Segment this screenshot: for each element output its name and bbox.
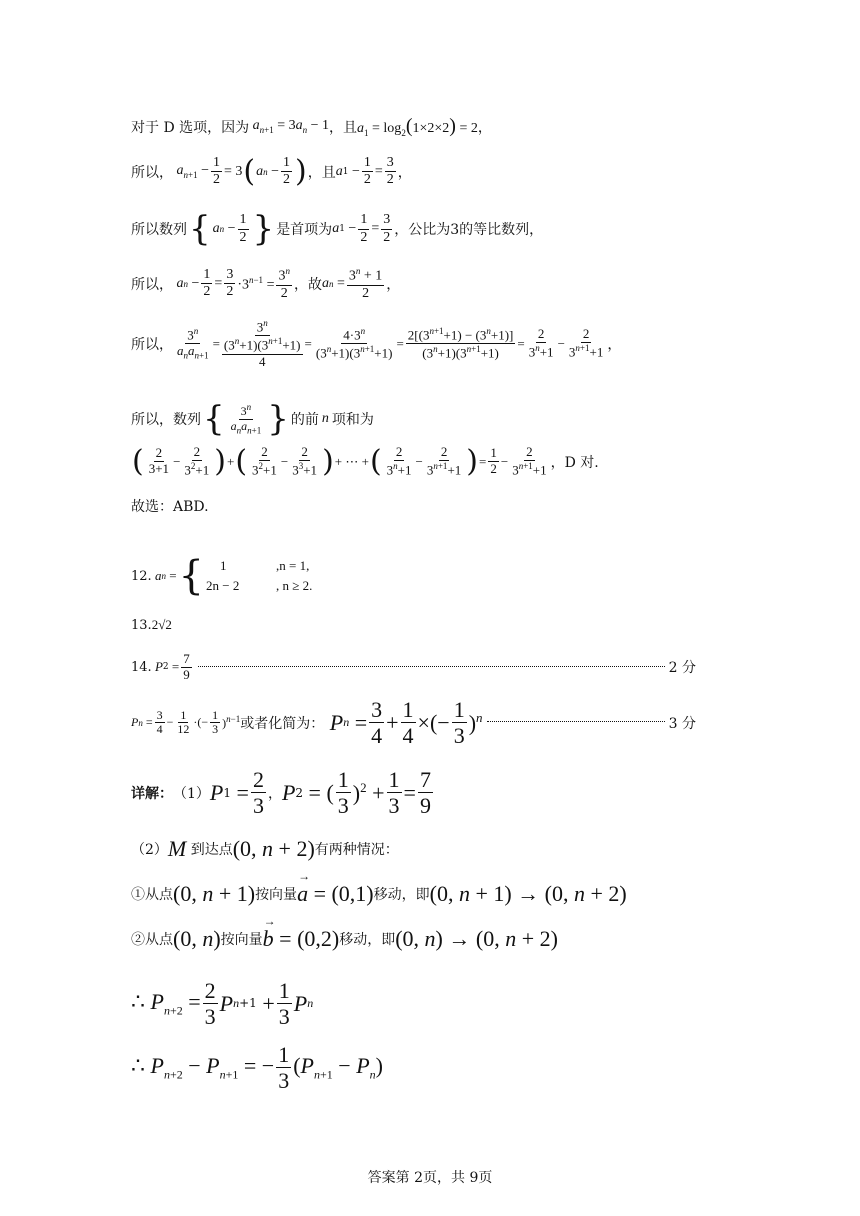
q12-case1: 1: [219, 558, 227, 573]
answer-choice: [131, 496, 209, 516]
q14-p2: 14. P 2 = $\frac{7}{9}$ 2 分: [131, 651, 696, 682]
line6-prefix: 所以，数列: [131, 412, 201, 428]
detail-label: 详解：: [131, 785, 173, 802]
part2-label: （2）: [131, 842, 168, 858]
line3-mid2: ，公比为3的等比数列，: [394, 222, 544, 238]
line-geometric: 所以数列 { a n − $\frac{1}{2}$ } 是首项为 a 1 − $\frac{1}{2}$ = $\frac{3}{2}$ ，公比为3的等比数列，: [131, 209, 544, 249]
recurrence-1: ∴ $P_{n+2}$ = $\frac{2}{3}$ P n+1 + $\frac{1}{3}$ P n: [131, 978, 314, 1030]
case1: ①从点 (0, n + 1) 按向量 a → = (0,1) 移动，即 (0, n + 1) → (0, n + 2): [131, 869, 627, 906]
line-d-option: [131, 115, 492, 138]
q12-cond2: , n ≥ 2.: [275, 578, 313, 593]
q14-score1: 2 分: [668, 660, 696, 677]
line3-mid: 是首项为: [276, 222, 333, 238]
q13: [131, 617, 172, 633]
line5-prefix: 所以，: [131, 336, 173, 353]
formula-shift: $a_{n+1}$ −: [176, 163, 209, 180]
case1-prefix: ①从点: [131, 887, 173, 903]
case2: ②从点 (0, n) 按向量 b → = (0,2) 移动，即 (0, n) → (0, n + 2): [131, 914, 558, 951]
formula-recurrence: $a_{n+1} = 3a_n - 1$: [252, 118, 330, 135]
line1-mid: ，且: [329, 119, 358, 136]
recurrence-2: ∴ $P_{n+2} - P_{n+1}$ = − $\frac{1}{3}$ $(P_{n+1} - P_n)$: [131, 1042, 383, 1094]
q12: 12. a n = { 1 ,n = 1, 2n − 2 , n ≥ 2.: [131, 553, 313, 599]
case2-mid2: 移动，即: [339, 932, 396, 948]
line-shift: 所以， $a_{n+1}$ − $\frac{1}{2}$ = 3 ( a n − $\frac{1}{2}$ ) ，且 a 1 − $\frac{1}{2}$ = $\frac{3}{2}$ ，: [131, 153, 412, 189]
detail-part1-label: （1）: [173, 785, 210, 802]
line1-suffix: ，: [477, 119, 492, 136]
q12-label: 12.: [131, 568, 152, 584]
line1-prefix: 对于 D 选项，因为: [131, 119, 250, 136]
line4-suffix: ，: [386, 276, 401, 293]
part2-text2: 有两种情况：: [314, 842, 399, 858]
q13-label: 13.: [131, 617, 152, 633]
q12-cond1: ,n = 1,: [275, 558, 310, 573]
line-sequence-sum: 所以，数列 { $\frac{3^n}{a_na_{n+1}}$ } 的前 n 项和为: [131, 399, 374, 439]
line-sum-expansion: ( $\frac{2}{3+1}$ − $\frac{2}{3^2+1}$ ) + ( $\frac{2}{3^2+1}$ − $\frac{2}{3^3+1}$ ) + ⋯ + ( $\frac{2}{3^n+1}$ − $\frac{2}{3^{n+1}+1}$ ) = $\frac{1}{2}$ − $\frac{2}{3^{n+1}+1}$ ，D 对.: [132, 443, 599, 479]
detail-part1: 详解： （1） P 1 = $\frac{2}{3}$ ， P 2 = ( $\frac{1}{3}$ )$^2$ + $\frac{1}{3}$ = $\frac{7}{9}$: [131, 767, 431, 819]
part2-text1: 到达点: [190, 842, 233, 858]
line2-suffix: ，: [397, 164, 412, 181]
line3-prefix: 所以数列: [131, 222, 187, 238]
q13-value: 2√2: [151, 617, 172, 632]
page-footer: 答案第 2页，共 9页: [367, 1170, 493, 1186]
q14-middle: 或者化简为：: [240, 715, 325, 732]
line4-mid: ，故: [293, 276, 322, 293]
case1-mid2: 移动，即: [373, 887, 430, 903]
line6-suffix: 的前: [290, 412, 319, 428]
case2-prefix: ②从点: [131, 932, 173, 948]
detail-sep: ，: [267, 785, 282, 802]
case2-mid: 按向量: [220, 932, 263, 948]
line5-suffix: ，: [607, 336, 622, 353]
line8-text: 故选：ABD.: [131, 499, 209, 515]
q12-case2: 2n − 2: [205, 578, 240, 593]
line6-suffix2: 项和为: [331, 412, 374, 428]
line-general-term: 所以， a n − $\frac{1}{2}$ = $\frac{3}{2}$ $\cdot 3^{n-1}$ = $\frac{3^n}{2}$ ，故 a n = $\frac{3^n + 1}{2}$ ，: [131, 266, 401, 301]
line-telescoping: 所以， $\frac{3^n}{a_na_{n+1}}$ = $3^n$ $(3^n+1)(3^{n+1}+1)$ 4 = $\frac{4\cdot 3^n}{(3^n+1)(3^{n+1}+1)}$ = $\frac{2[(3^{n+1}+1) - (3^n+1)]}{(3^n+1)(3^{n+1}+1)}$ = $\frac{2}{3^n+1}$ − $\frac{2}{3^{n+1}+1}$ ，: [131, 318, 622, 369]
q14-score2: 3 分: [668, 715, 696, 732]
formula-a1: $a_1 = \log_2(1\times 2\times 2) = 2$: [357, 115, 478, 138]
q14-pn: P n = $\frac{3}{4}$ − $\frac{1}{12}$ ·(− $\frac{1}{3}$ )$^{n-1}$ 或者化简为： P n = $\frac{3}{4}$ + $\frac{1}{4}$ ×(− $\frac{1}{3}$ )$^n$ 3 分: [131, 697, 696, 749]
case1-mid: 按向量: [255, 887, 298, 903]
q14-label: 14.: [131, 659, 152, 675]
part2: （2） M 到达点 (0, n + 2) 有两种情况：: [131, 836, 399, 861]
line6-n: n: [321, 411, 329, 426]
line7-suffix: ，D 对.: [550, 454, 599, 471]
line4-prefix: 所以，: [131, 276, 173, 293]
line2-mid: ，且: [307, 164, 336, 181]
line2-prefix: 所以，: [131, 164, 173, 181]
